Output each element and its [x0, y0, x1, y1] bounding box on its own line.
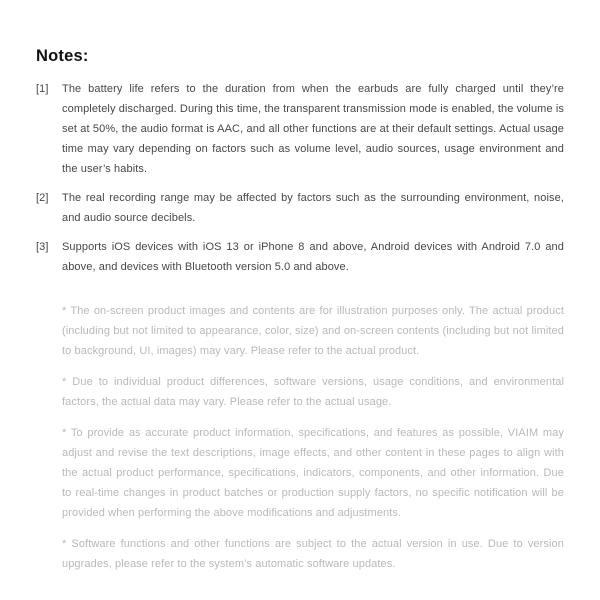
disclaimer-paragraph: * The on-screen product images and contents are for illustration purposes only. The actual product (including but not limited to appearance, color, size) and on-screen contents (including but not limited to background, UI, images) may vary. Please refer to the actual product.	[62, 305, 564, 357]
note-marker: [2]	[36, 192, 49, 204]
notes-list	[36, 79, 564, 277]
note-text: The real recording range may be affected by factors such as the surrounding environment, noise, and audio source decibels.	[62, 192, 564, 224]
note-text: The battery life refers to the duration from when the earbuds are fully charged until they’re completely discharged. During this time, the transparent transmission mode is enabled, the volume is set at 50%, the audio format is AAC, and all other functions are at their default settings. Actual usage time may vary depending on factors such as volume level, audio sources, usage environment and the user’s habits.	[62, 83, 564, 175]
disclaimers-section	[36, 301, 564, 574]
note-item	[36, 188, 564, 228]
note-item	[36, 79, 564, 179]
note-item	[36, 237, 564, 277]
disclaimer-paragraph: * To provide as accurate product information, specifications, and features as possible, VIAIM may adjust and revise the text descriptions, image effects, and other content in these pages to align with the actual product performance, specifications, indicators, components, and other information. Due to real-time changes in product batches or production supply factors, no specific notification will be provided when performing the above modifications and adjustments.	[62, 427, 564, 519]
note-text: Supports iOS devices with iOS 13 or iPhone 8 and above, Android devices with Android 7.0 and above, and devices with Bluetooth version 5.0 and above.	[62, 241, 564, 273]
note-marker: [3]	[36, 241, 49, 253]
disclaimer-paragraph: * Software functions and other functions are subject to the actual version in use. Due to version upgrades, please refer to the system’s automatic software updates.	[62, 538, 564, 570]
page-title: Notes:	[36, 47, 89, 65]
note-marker: [1]	[36, 83, 49, 95]
disclaimer-paragraph: * Due to individual product differences, software versions, usage conditions, and environmental factors, the actual data may vary. Please refer to the actual usage.	[62, 376, 564, 408]
